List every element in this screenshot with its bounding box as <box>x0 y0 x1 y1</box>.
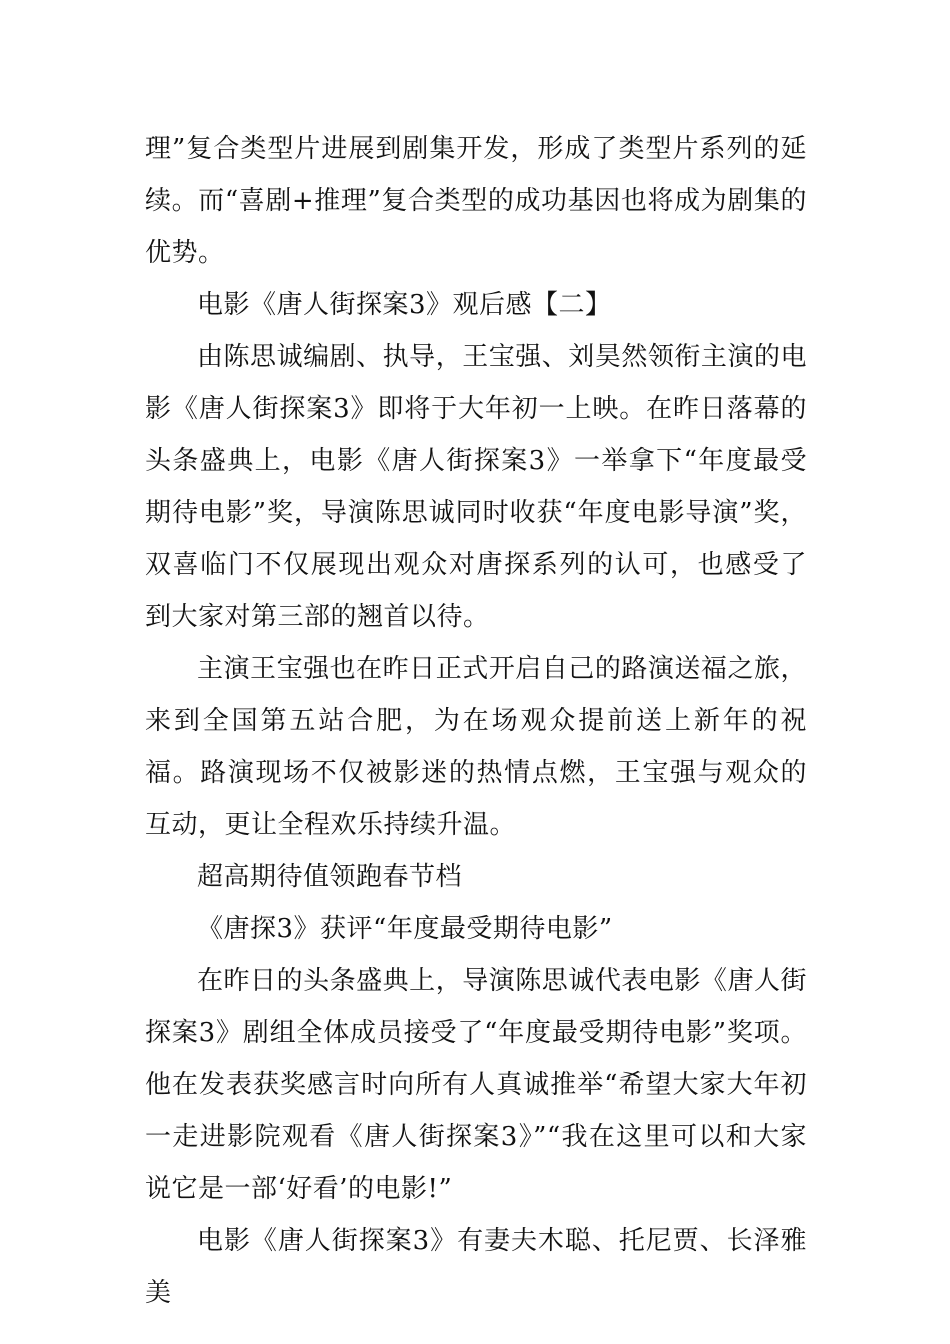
section-heading: 电影《唐人街探案3》观后感【二】 <box>197 290 612 320</box>
paragraph: 在昨日的头条盛典上，导演陈思诚代表电影《唐人街探案3》剧组全体成员接受了“年度最受期待电影”奖项。他在发表获奖感言时向所有人真诚推举“希望大家大年初一走进影院观看《唐人街探案3》”“我在这里可以和大家说它是一部‘好看’的电影!” <box>145 966 807 1204</box>
subheading: 超高期待值领跑春节档 <box>197 862 463 892</box>
paragraph: 主演王宝强也在昨日正式开启自己的路演送福之旅，来到全国第五站合肥，为在场观众提前送上新年的祝福。路演现场不仅被影迷的热情点燃，王宝强与观众的互动，更让全程欢乐持续升温。 <box>145 654 807 840</box>
subheading: 《唐探3》获评“年度最受期待电影” <box>197 914 613 944</box>
document-body <box>145 123 807 1319</box>
paragraph-continuation: 理”复合类型片进展到剧集开发，形成了类型片系列的延续。而“喜剧+推理”复合类型的成功基因也将成为剧集的优势。 <box>145 134 807 268</box>
paragraph: 电影《唐人街探案3》有妻夫木聪、托尼贾、长泽雅美 <box>145 1226 807 1308</box>
paragraph: 由陈思诚编剧、执导，王宝强、刘昊然领衔主演的电影《唐人街探案3》即将于大年初一上映。在昨日落幕的头条盛典上，电影《唐人街探案3》一举拿下“年度最受期待电影”奖，导演陈思诚同时收获“年度电影导演”奖，双喜临门不仅展现出观众对唐探系列的认可，也感受了到大家对第三部的翘首以待。 <box>145 342 807 632</box>
